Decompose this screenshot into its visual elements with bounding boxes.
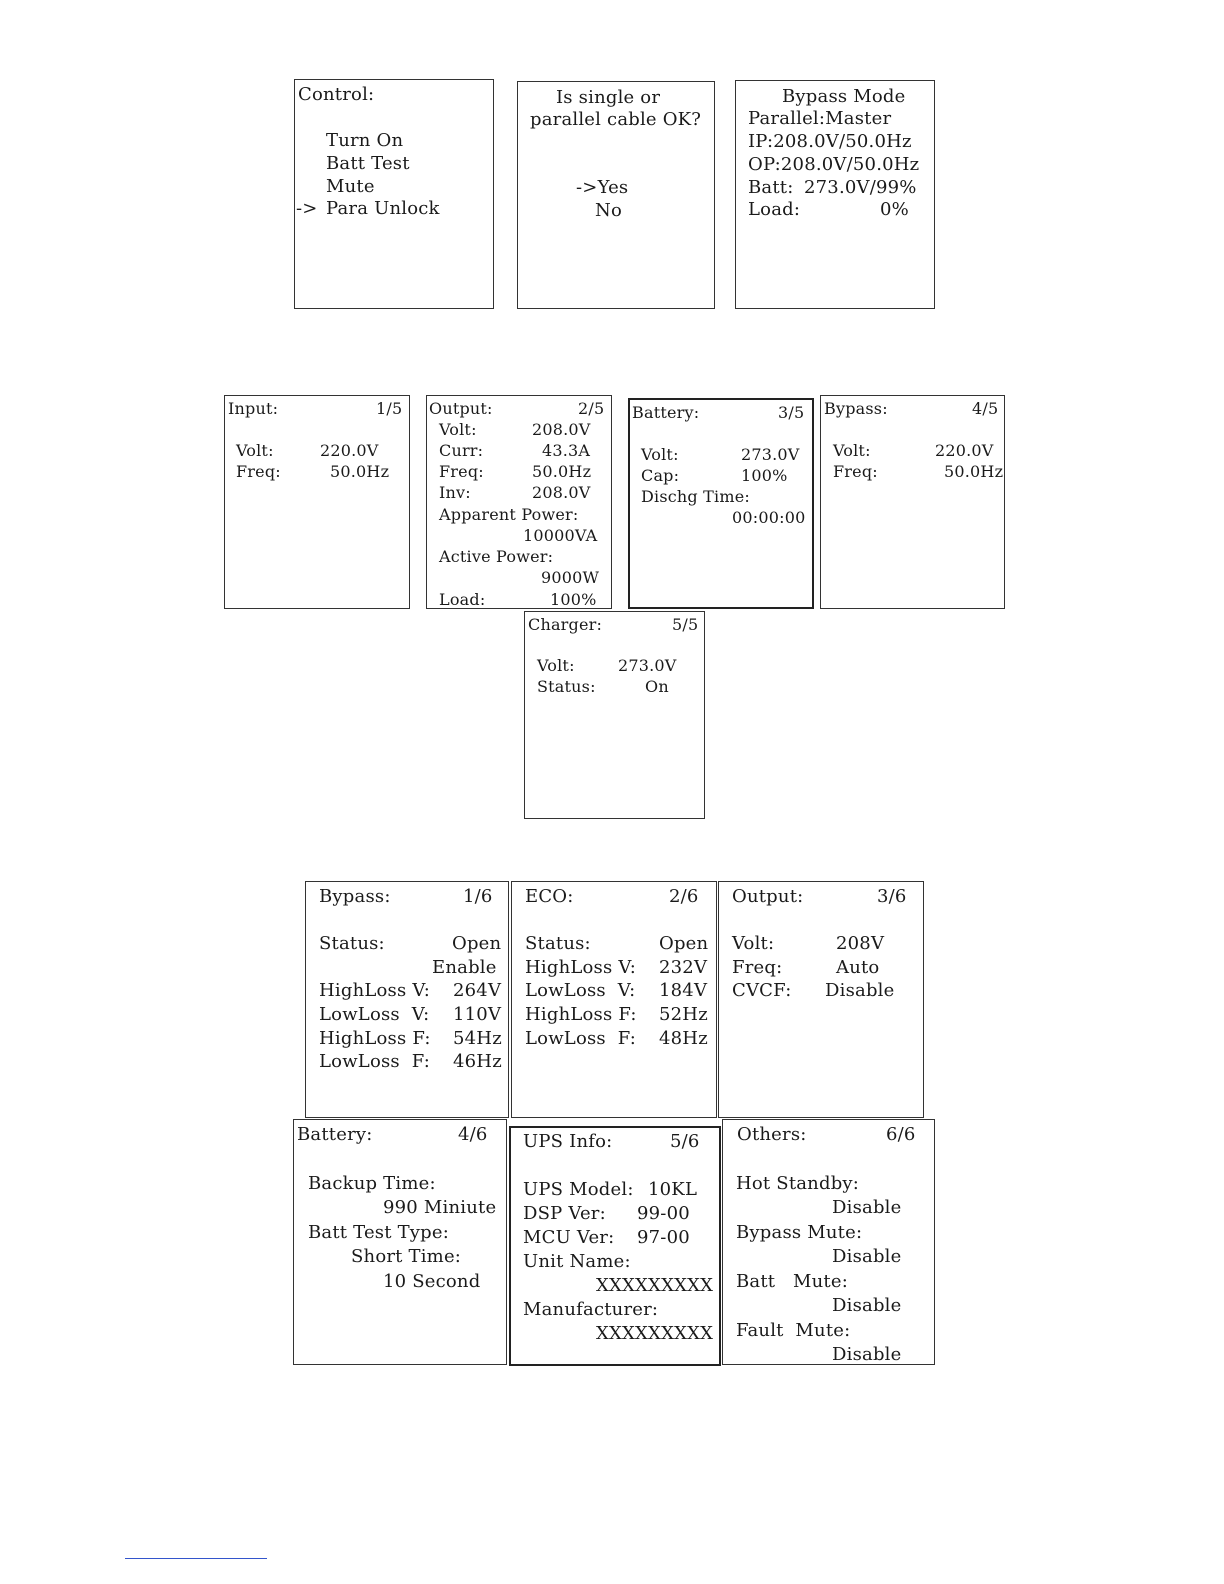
highloss-v-value: 232V: [659, 957, 708, 978]
page-indicator: 5/5: [672, 615, 699, 634]
cvcf-label: CVCF:: [732, 980, 792, 1001]
page-indicator: 3/5: [778, 403, 805, 422]
highloss-v-label: HighLoss V:: [319, 980, 431, 1001]
volt-label: Volt:: [732, 933, 775, 954]
status-value: Open: [659, 933, 709, 954]
load-value: 100%: [550, 590, 597, 609]
cap-value: 100%: [741, 466, 788, 485]
backup-time-value: 990 Miniute: [383, 1197, 497, 1218]
dsp-ver-label: DSP Ver:: [523, 1203, 606, 1224]
screen-title: Battery:: [632, 403, 700, 422]
manufacturer-label: Manufacturer:: [523, 1299, 659, 1320]
volt-label: Volt:: [236, 441, 274, 460]
ups-model-label: UPS Model:: [523, 1179, 634, 1200]
question-line-1: Is single or: [556, 87, 661, 108]
screen-title: Output:: [732, 886, 804, 907]
screen-title: Others:: [737, 1124, 807, 1145]
page-indicator: 2/6: [669, 886, 699, 907]
volt-label: Volt:: [439, 420, 477, 439]
bypass-mute-label: Bypass Mute:: [736, 1222, 863, 1243]
batt-value: 273.0V/99%: [804, 177, 917, 198]
mcu-ver-value: 97-00: [637, 1227, 690, 1248]
batt-mute-value: Disable: [832, 1295, 902, 1316]
menu-item-batt-test[interactable]: Batt Test: [326, 153, 410, 174]
option-no[interactable]: No: [595, 200, 622, 221]
option-yes[interactable]: ->Yes: [576, 177, 629, 198]
charger-measure-screen: [524, 611, 705, 819]
screen-title: Charger:: [528, 615, 603, 634]
cap-label: Cap:: [641, 466, 680, 485]
freq-value: 50.0Hz: [532, 462, 592, 481]
mcu-ver-label: MCU Ver:: [523, 1227, 615, 1248]
ups-model-value: 10KL: [648, 1179, 698, 1200]
dischg-time-label: Dischg Time:: [641, 487, 750, 506]
page-indicator: 6/6: [886, 1124, 916, 1145]
control-menu-screen: [294, 79, 494, 309]
footnote-separator: [125, 1558, 267, 1559]
hot-standby-value: Disable: [832, 1197, 902, 1218]
screen-title: Output:: [429, 399, 493, 418]
active-power-label: Active Power:: [439, 547, 554, 566]
hot-standby-label: Hot Standby:: [736, 1173, 860, 1194]
inv-label: Inv:: [439, 483, 471, 502]
output-measure-screen: [426, 395, 612, 609]
others-settings-screen: [722, 1119, 935, 1365]
backup-time-label: Backup Time:: [308, 1173, 436, 1194]
manufacturer-value: XXXXXXXXX: [596, 1323, 714, 1344]
status-value: Open: [452, 933, 502, 954]
batt-mute-label: Batt Mute:: [736, 1271, 848, 1292]
bypass-mode-screen: [735, 80, 935, 309]
enable-value: Enable: [432, 957, 497, 978]
page-indicator: 1/5: [376, 399, 403, 418]
highloss-f-value: 52Hz: [659, 1004, 708, 1025]
cable-check-screen: [517, 81, 715, 309]
lowloss-f-label: LowLoss F:: [319, 1051, 431, 1072]
batt-test-type-label: Batt Test Type:: [308, 1222, 450, 1243]
unit-name-value: XXXXXXXXX: [596, 1275, 714, 1296]
volt-value: 273.0V: [618, 656, 677, 675]
batt-label: Batt:: [748, 177, 794, 198]
status-label: Status:: [525, 933, 591, 954]
apparent-power-value: 10000VA: [523, 526, 598, 545]
freq-value: Auto: [836, 957, 880, 978]
freq-label: Freq:: [236, 462, 281, 481]
cvcf-value: Disable: [825, 980, 895, 1001]
highloss-f-label: HighLoss F:: [319, 1028, 431, 1049]
freq-value: 50.0Hz: [944, 462, 1004, 481]
volt-label: Volt:: [537, 656, 575, 675]
lowloss-f-value: 48Hz: [659, 1028, 708, 1049]
battery-measure-screen: [628, 398, 814, 609]
lowloss-f-label: LowLoss F:: [525, 1028, 637, 1049]
lowloss-f-value: 46Hz: [453, 1051, 502, 1072]
output-reading: OP:208.0V/50.0Hz: [748, 154, 920, 175]
volt-value: 208V: [836, 933, 885, 954]
curr-label: Curr:: [439, 441, 484, 460]
short-time-label: Short Time:: [351, 1246, 462, 1267]
dsp-ver-value: 99-00: [637, 1203, 690, 1224]
screen-title: Bypass:: [319, 886, 391, 907]
freq-label: Freq:: [439, 462, 484, 481]
mode-title: Bypass Mode: [782, 86, 906, 107]
lowloss-v-label: LowLoss V:: [525, 980, 636, 1001]
page-indicator: 1/6: [463, 886, 493, 907]
load-label: Load:: [439, 590, 486, 609]
menu-item-para-unlock[interactable]: Para Unlock: [326, 198, 440, 219]
freq-label: Freq:: [833, 462, 878, 481]
page-indicator: 4/6: [458, 1124, 488, 1145]
fault-mute-label: Fault Mute:: [736, 1320, 851, 1341]
screen-title: Control:: [298, 84, 375, 105]
status-label: Status:: [537, 677, 596, 696]
highloss-v-value: 264V: [453, 980, 502, 1001]
volt-label: Volt:: [833, 441, 871, 460]
freq-label: Freq:: [732, 957, 783, 978]
highloss-f-label: HighLoss F:: [525, 1004, 637, 1025]
menu-item-turn-on[interactable]: Turn On: [326, 130, 404, 151]
short-time-value: 10 Second: [383, 1271, 481, 1292]
curr-value: 43.3A: [542, 441, 591, 460]
lowloss-v-value: 110V: [453, 1004, 502, 1025]
screen-title: Battery:: [297, 1124, 373, 1145]
bypass-mute-value: Disable: [832, 1246, 902, 1267]
question-line-2: parallel cable OK?: [530, 109, 702, 130]
screen-title: ECO:: [525, 886, 574, 907]
battery-settings-screen: [293, 1119, 507, 1365]
load-label: Load:: [748, 199, 801, 220]
parallel-status: Parallel:Master: [748, 108, 892, 129]
volt-label: Volt:: [641, 445, 679, 464]
apparent-power-label: Apparent Power:: [439, 505, 579, 524]
page-indicator: 4/5: [972, 399, 999, 418]
bypass-measure-screen: [820, 395, 1005, 609]
load-value: 0%: [880, 199, 909, 220]
volt-value: 220.0V: [935, 441, 994, 460]
volt-value: 220.0V: [320, 441, 379, 460]
dischg-time-value: 00:00:00: [732, 508, 806, 527]
screen-title: Input:: [228, 399, 279, 418]
menu-item-mute[interactable]: Mute: [326, 176, 375, 197]
output-settings-screen: [718, 881, 924, 1118]
inv-value: 208.0V: [532, 483, 591, 502]
page-indicator: 2/5: [578, 399, 605, 418]
status-label: Status:: [319, 933, 385, 954]
active-power-value: 9000W: [541, 568, 600, 587]
volt-value: 208.0V: [532, 420, 591, 439]
page-indicator: 5/6: [670, 1131, 700, 1152]
highloss-f-value: 54Hz: [453, 1028, 502, 1049]
highloss-v-label: HighLoss V:: [525, 957, 637, 978]
fault-mute-value: Disable: [832, 1344, 902, 1365]
page-indicator: 3/6: [877, 886, 907, 907]
lowloss-v-label: LowLoss V:: [319, 1004, 430, 1025]
unit-name-label: Unit Name:: [523, 1251, 631, 1272]
input-measure-screen: [224, 395, 410, 609]
status-value: On: [645, 677, 669, 696]
eco-settings-screen: [511, 881, 717, 1118]
ups-info-screen: [509, 1126, 721, 1366]
freq-value: 50.0Hz: [330, 462, 390, 481]
screen-title: Bypass:: [824, 399, 888, 418]
screen-title: UPS Info:: [523, 1131, 613, 1152]
input-reading: IP:208.0V/50.0Hz: [748, 131, 912, 152]
volt-value: 273.0V: [741, 445, 800, 464]
lowloss-v-value: 184V: [659, 980, 708, 1001]
selection-arrow: ->: [296, 198, 318, 219]
bypass-settings-screen: [305, 881, 509, 1118]
